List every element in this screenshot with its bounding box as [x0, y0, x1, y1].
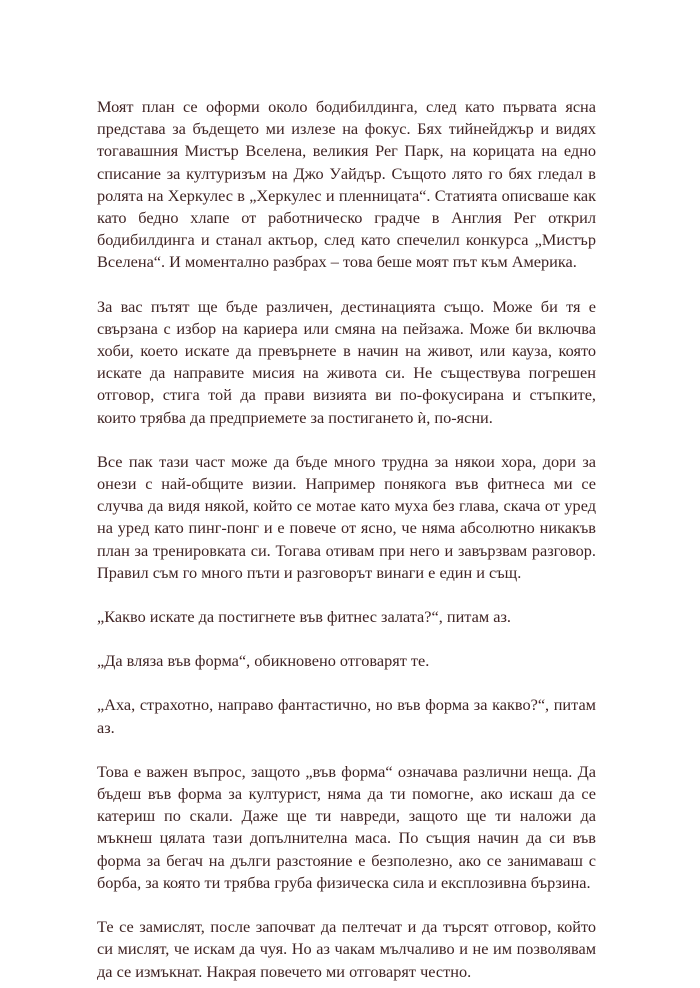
paragraph-honest-answer: Те се замислят, после започват да пелтечат и да търсят отговор, който си мислят, че искам да чуя. Но аз чакам мълчаливо и не им позволявам да се измъкнат. Накрая повечето ми отговарят честно.: [97, 917, 596, 981]
paragraph-fit-meaning: Това е важен въпрос, защото „във форма“ означава различни неща. Да бъдеш във форма за културист, няма да ти помогне, ако искаш да се катериш по скали. Даже ще ти навреди, защото ще ти наложи да мъкнеш цялата тази допълнителна маса. По същия начин да си във форма за бегач на дълги разстояние е безполезно, ако се занимаваш с борба, за която ти трябва груба физическа сила и експлозивна бързина.: [97, 761, 596, 892]
paragraph-reg-park: Моят план се оформи около бодибилдинга, след като първата ясна представа за бъдещето ми излезе на фокус. Бях тийнейджър и видях тогавашния Мистър Вселена, великия Рег Парк, на корицата на едно списание за културизъм на Джо Уайдър. Същото лято го бях гледал в ролята на Херкулес в „Херкулес и пленницата“. Статията описваше как като бедно хлапе от работническо градче в Англия Рег открил бодибилдинга и станал актьор, след като спечелил конкурса „Мистър Вселена“. И моментално разбрах – това беше моят път към Америка.: [97, 97, 596, 272]
paragraph-follow-up: „Аха, страхотно, направо фантастично, но във форма за какво?“, питам аз.: [97, 695, 596, 737]
paragraph-your-path: За вас пътят ще бъде различен, дестинацията също. Може би тя е свързана с избор на кариера или смяна на пейзажа. Може би включва хоби, което искате да превърнете в начин на живот, или кауза, която искате да направите мисия на живота си. Не съществува погрешен отговор, стига той да прави визията ви по-фокусирана и стъпките, които трябва да предприемете за постигането ѝ, по-ясни.: [97, 296, 596, 427]
paragraph-answer: „Да вляза във форма“, обикновено отговарят те.: [97, 651, 430, 671]
paragraph-question: „Какво искате да постигнете във фитнес залата?“, питам аз.: [97, 607, 511, 627]
paragraph-gym-observation: Все пак тази част може да бъде много трудна за някои хора, дори за онези с най-общите визии. Например понякога във фитнеса ми се случва да видя някой, който се мотае като муха без глава, скача от уред на уред като пинг-понг и е повече от ясно, че няма абсолютно никакъв план за тренировката си. Тогава отивам при него и завързвам разговор. Правил съм го много пъти и разговорът винаги е един и същ.: [97, 451, 596, 582]
